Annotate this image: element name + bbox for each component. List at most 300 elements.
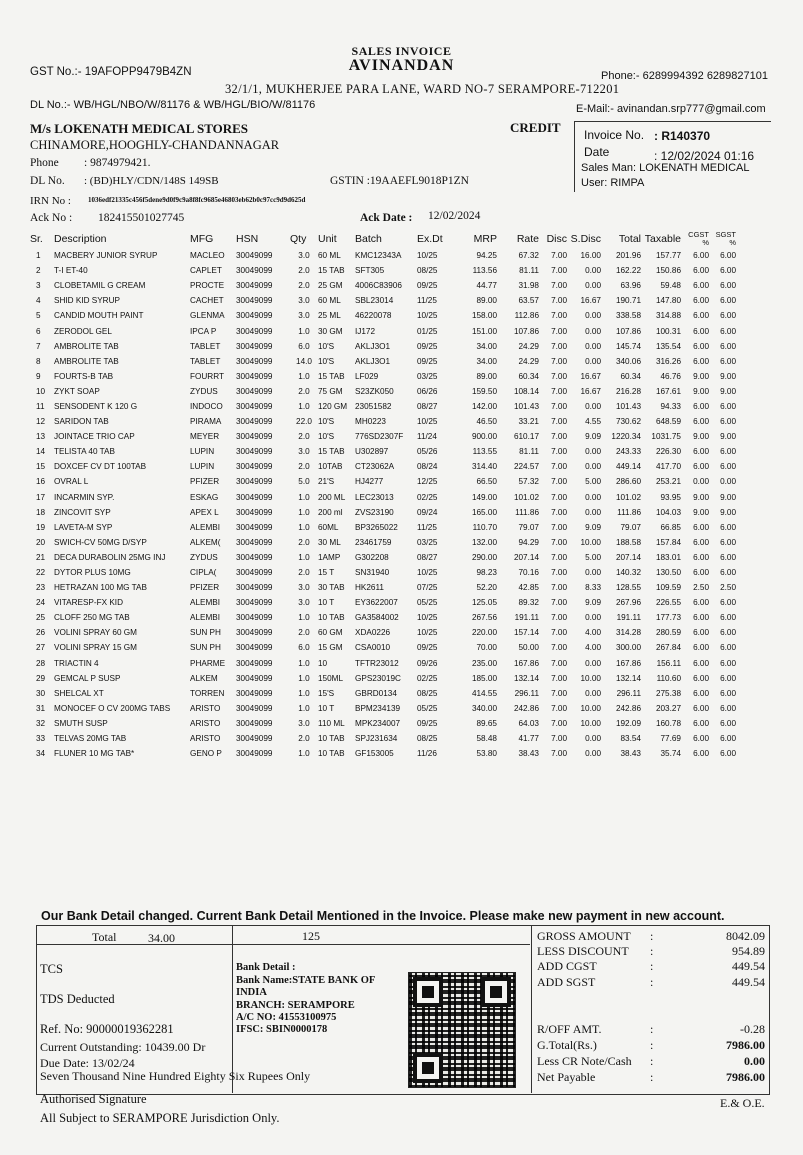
table-cell: 98.23 — [476, 568, 497, 578]
table-cell: ZVS23190 — [355, 507, 394, 517]
table-cell: 11/24 — [417, 432, 437, 442]
table-cell: 7.00 — [551, 522, 567, 532]
errors-omissions: E.& O.E. — [720, 1096, 765, 1110]
buyer-name: M/s LOKENATH MEDICAL STORES — [30, 121, 249, 136]
table-cell: 08/25 — [417, 688, 438, 698]
table-cell: 125.05 — [471, 598, 497, 608]
table-cell: 30049099 — [236, 371, 273, 381]
table-cell: TABLET — [190, 341, 221, 351]
table-cell: 02/25 — [417, 673, 438, 683]
table-cell: 23461759 — [355, 537, 392, 547]
table-cell: MACLEO — [190, 251, 225, 261]
table-cell: 38.43 — [518, 749, 539, 759]
table-cell: 6.00 — [720, 673, 736, 683]
table-cell: 314.88 — [655, 311, 681, 321]
table-cell: 147.80 — [655, 296, 681, 306]
qr-finder-icon — [413, 1053, 443, 1083]
table-row — [30, 731, 736, 746]
table-cell: 6.00 — [720, 281, 736, 291]
table-cell: LAVETA-M SYP — [54, 522, 113, 532]
ack-label: Ack No : — [30, 212, 73, 224]
table-cell: 9 — [36, 371, 41, 381]
table-cell: 66.85 — [660, 522, 681, 532]
table-cell: 5.00 — [585, 477, 601, 487]
buyer-phone-label: Phone — [30, 157, 59, 169]
table-cell: 75 GM — [318, 386, 343, 396]
table-cell: 15'S — [318, 688, 335, 698]
table-cell: 5 — [36, 311, 41, 321]
table-cell: 6.00 — [720, 703, 736, 713]
table-cell: 35.74 — [660, 749, 681, 759]
summary-colon: : — [650, 1038, 654, 1052]
table-cell: 1.0 — [298, 673, 310, 683]
table-cell: 243.33 — [615, 447, 641, 457]
table-cell: 10/25 — [417, 628, 438, 638]
table-cell: 296.11 — [616, 688, 641, 698]
buyer-phone: : 9874979421. — [84, 157, 151, 169]
table-cell: T-I ET-40 — [54, 266, 88, 276]
table-cell: 79.07 — [620, 522, 641, 532]
invoice-date-label: Date — [584, 145, 610, 159]
table-cell: 18 — [36, 507, 46, 517]
summary-colon: : — [650, 959, 654, 973]
table-cell: 6.00 — [693, 718, 709, 728]
table-row — [30, 369, 736, 384]
table-cell: 10.00 — [580, 703, 601, 713]
table-cell: 7.00 — [551, 477, 567, 487]
table-row — [30, 474, 736, 489]
table-cell: 7.00 — [551, 492, 567, 502]
table-cell: FOURRT — [190, 371, 224, 381]
table-row — [30, 505, 736, 520]
table-cell: AMBROLITE TAB — [54, 341, 119, 351]
table-row — [30, 399, 736, 414]
table-cell: 15 TAB — [318, 266, 345, 276]
table-cell: 30049099 — [236, 311, 273, 321]
table-cell: BP3265022 — [355, 522, 398, 532]
table-cell: 3.0 — [298, 251, 310, 261]
table-cell: 191.11 — [514, 613, 539, 623]
table-cell: 7.00 — [551, 296, 567, 306]
table-cell: 30049099 — [236, 673, 273, 683]
table-cell: 21'S — [318, 477, 335, 487]
table-cell: 316.26 — [655, 356, 681, 366]
col-header: Sr. — [30, 233, 43, 245]
table-cell: DOXCEF CV DT 100TAB — [54, 462, 147, 472]
table-cell: 17 — [36, 492, 46, 502]
table-cell: 6.00 — [720, 311, 736, 321]
table-cell: 242.86 — [615, 703, 641, 713]
table-cell: G302208 — [355, 552, 389, 562]
table-cell: ZERODOL GEL — [54, 326, 112, 336]
table-cell: 94.29 — [518, 537, 539, 547]
table-cell: 6 — [36, 326, 41, 336]
table-cell: 2.0 — [298, 386, 310, 396]
table-cell: INDOCO — [190, 401, 223, 411]
table-cell: 13 — [36, 432, 46, 442]
table-cell: 57.32 — [518, 477, 539, 487]
table-cell: 7.00 — [551, 628, 567, 638]
table-cell: 70.16 — [518, 568, 539, 578]
sales-man: Sales Man: LOKENATH MEDICAL — [581, 162, 750, 174]
table-cell: 11/25 — [417, 296, 437, 306]
table-cell: 286.60 — [615, 477, 641, 487]
table-cell: 30049099 — [236, 296, 273, 306]
reference-number: Ref. No: 90000019362281 — [40, 1022, 174, 1036]
table-row — [30, 550, 736, 565]
table-cell: 23051582 — [355, 401, 392, 411]
col-header: Batch — [355, 233, 382, 245]
table-cell: 50.00 — [518, 643, 539, 653]
table-cell: 0.00 — [585, 401, 601, 411]
table-cell: OVRAL L — [54, 477, 89, 487]
table-cell: SN31940 — [355, 568, 390, 578]
table-cell: 267.56 — [471, 613, 497, 623]
table-row — [30, 640, 736, 655]
shop-name: AVINANDAN — [348, 57, 455, 74]
table-cell: 8.33 — [585, 583, 601, 593]
table-cell: 216.28 — [615, 386, 641, 396]
col-header: Unit — [318, 233, 337, 245]
table-cell: 25 — [36, 613, 46, 623]
table-cell: 296.11 — [514, 688, 539, 698]
table-cell: 107.86 — [615, 326, 641, 336]
table-cell: 900.00 — [471, 432, 497, 442]
table-cell: 226.55 — [655, 598, 681, 608]
table-row — [30, 686, 736, 701]
table-cell: 414.55 — [471, 688, 497, 698]
table-cell: HJ4277 — [355, 477, 384, 487]
qr-finder-icon — [413, 977, 443, 1007]
table-cell: 41.77 — [518, 734, 539, 744]
summary-label: ADD CGST — [537, 959, 597, 973]
table-cell: CT23062A — [355, 462, 395, 472]
table-cell: 15 — [36, 462, 46, 472]
table-cell: 449.14 — [615, 462, 641, 472]
table-cell: 6.00 — [720, 356, 736, 366]
table-cell: 6.00 — [720, 326, 736, 336]
table-cell: ARISTO — [190, 703, 221, 713]
table-cell: 12 — [36, 417, 46, 427]
bank-branch: BRANCH: SERAMPORE — [236, 1000, 355, 1011]
table-cell: 6.0 — [298, 341, 310, 351]
table-cell: 03/25 — [417, 537, 438, 547]
table-cell: 3.0 — [298, 718, 310, 728]
table-cell: 52.20 — [476, 583, 497, 593]
table-cell: INCARMIN SYP. — [54, 492, 115, 502]
shop-address: 32/1/1, MUKHERJEE PARA LANE, WARD NO-7 SERAMPORE-712201 — [225, 82, 620, 96]
table-cell: 33 — [36, 734, 46, 744]
table-cell: 30049099 — [236, 583, 273, 593]
table-cell: 2.50 — [693, 583, 709, 593]
table-cell: 157.84 — [655, 537, 681, 547]
table-cell: 08/24 — [417, 462, 438, 472]
table-cell: VITARESP-FX KID — [54, 598, 123, 608]
table-cell: 7.00 — [551, 734, 567, 744]
table-cell: 200 ml — [318, 507, 343, 517]
table-header — [30, 230, 736, 248]
table-cell: 30049099 — [236, 568, 273, 578]
tds-label: TDS Deducted — [40, 992, 115, 1006]
table-cell: 89.00 — [476, 371, 497, 381]
table-cell: 30 TAB — [318, 583, 345, 593]
total-label: Total — [92, 930, 117, 944]
table-cell: 167.86 — [615, 658, 641, 668]
table-cell: MONOCEF O CV 200MG TABS — [54, 703, 171, 713]
table-cell: 267.84 — [655, 643, 681, 653]
table-cell: 6.00 — [693, 658, 709, 668]
table-cell: 6.00 — [720, 537, 736, 547]
table-cell: TFTR23012 — [355, 658, 399, 668]
ack-date-label: Ack Date : — [360, 212, 413, 224]
gst-number: GST No.:- 19AFOPP9479B4ZN — [30, 66, 192, 78]
table-cell: 340.00 — [471, 703, 497, 713]
table-cell: 30 GM — [318, 326, 343, 336]
table-cell: CSA0010 — [355, 643, 391, 653]
table-cell: 200 ML — [318, 492, 346, 502]
table-cell: 7.00 — [551, 311, 567, 321]
table-cell: 19 — [36, 522, 46, 532]
table-cell: JOINTACE TRIO CAP — [54, 432, 135, 442]
table-cell: 10 TAB — [318, 613, 345, 623]
table-cell: 6.00 — [720, 401, 736, 411]
items-table — [30, 230, 736, 761]
table-cell: 253.21 — [655, 477, 681, 487]
table-cell: 6.00 — [720, 734, 736, 744]
table-cell: 12/25 — [417, 477, 438, 487]
table-cell: LEC23013 — [355, 492, 394, 502]
table-cell: 7.00 — [551, 326, 567, 336]
bank-detail-label: Bank Detail : — [236, 962, 296, 973]
table-cell: 24.29 — [518, 341, 539, 351]
table-cell: 0.00 — [585, 734, 601, 744]
table-cell: 9.00 — [693, 371, 709, 381]
table-cell: 7.00 — [551, 462, 567, 472]
table-cell: 6.00 — [720, 628, 736, 638]
table-cell: 0.00 — [693, 477, 709, 487]
table-row — [30, 429, 736, 444]
table-cell: 6.00 — [720, 266, 736, 276]
table-cell: 20 — [36, 537, 46, 547]
col-header: HSN — [236, 233, 259, 245]
table-cell: 30049099 — [236, 281, 273, 291]
table-cell: 1AMP — [318, 552, 341, 562]
table-cell: 30049099 — [236, 643, 273, 653]
table-cell: CANDID MOUTH PAINT — [54, 311, 144, 321]
table-cell: 09/24 — [417, 507, 438, 517]
table-cell: 81.11 — [519, 266, 539, 276]
table-cell: 162.22 — [615, 266, 641, 276]
table-cell: 9.00 — [720, 492, 736, 502]
table-cell: LUPIN — [190, 447, 215, 457]
authorised-signature: Authorised Signature — [40, 1092, 147, 1106]
table-cell: 183.01 — [655, 552, 681, 562]
table-cell: 16 — [36, 477, 46, 487]
table-cell: 16.67 — [580, 371, 601, 381]
table-cell: 140.32 — [615, 568, 641, 578]
table-cell: 776SD2307F — [355, 432, 404, 442]
invoice-number: : R140370 — [654, 129, 711, 143]
table-cell: 135.54 — [655, 341, 681, 351]
table-cell: 4 — [36, 296, 41, 306]
summary-value: 449.54 — [732, 959, 765, 973]
table-row — [30, 278, 736, 293]
table-cell: PIRAMA — [190, 417, 222, 427]
table-cell: 3.0 — [298, 598, 310, 608]
table-cell: 145.74 — [615, 341, 641, 351]
table-cell: 6.00 — [693, 462, 709, 472]
invoice-date: : 12/02/2024 01:16 — [654, 149, 755, 163]
table-cell: 93.95 — [660, 492, 681, 502]
table-cell: 6.00 — [693, 326, 709, 336]
table-cell: GLENMA — [190, 311, 225, 321]
table-cell: 30049099 — [236, 477, 273, 487]
table-cell: 06/26 — [417, 386, 438, 396]
table-cell: 120 GM — [318, 401, 348, 411]
table-cell: 6.00 — [693, 341, 709, 351]
table-cell: 107.86 — [513, 326, 539, 336]
table-cell: 7.00 — [551, 718, 567, 728]
table-cell: 9.00 — [693, 492, 709, 502]
table-row — [30, 490, 736, 505]
col-header: Rate — [516, 233, 539, 245]
table-cell: 10'S — [318, 417, 335, 427]
table-cell: SMUTH SUSP — [54, 718, 108, 728]
table-cell: 3.0 — [298, 583, 310, 593]
table-cell: 09/25 — [417, 718, 438, 728]
table-cell: 207.14 — [513, 552, 539, 562]
table-row — [30, 580, 736, 595]
table-cell: 6.00 — [693, 598, 709, 608]
table-cell: 14 — [36, 447, 46, 457]
table-cell: 7.00 — [551, 266, 567, 276]
payment-mode: CREDIT — [510, 120, 561, 135]
summary-value: 7986.00 — [726, 1038, 765, 1052]
table-cell: 30049099 — [236, 251, 273, 261]
table-cell: 6.00 — [720, 251, 736, 261]
table-cell: 6.00 — [693, 296, 709, 306]
table-cell: MH0223 — [355, 417, 386, 427]
table-cell: 2.0 — [298, 734, 310, 744]
table-cell: 1.0 — [298, 371, 310, 381]
table-cell: 9.00 — [693, 432, 709, 442]
table-cell: 10'S — [318, 341, 335, 351]
table-row — [30, 520, 736, 535]
table-cell: AKLJ3O1 — [355, 356, 391, 366]
table-row — [30, 625, 736, 640]
table-cell: 15 GM — [318, 643, 343, 653]
table-cell: 26 — [36, 628, 46, 638]
table-cell: 6.00 — [720, 341, 736, 351]
table-cell: 30049099 — [236, 401, 273, 411]
table-cell: 30049099 — [236, 326, 273, 336]
table-cell: 417.70 — [655, 462, 681, 472]
table-cell: 6.00 — [693, 552, 709, 562]
table-cell: 44.77 — [476, 281, 497, 291]
table-cell: 34.00 — [476, 356, 497, 366]
table-cell: 3 — [36, 281, 41, 291]
table-row — [30, 323, 736, 338]
table-cell: 09/25 — [417, 643, 438, 653]
summary-colon: : — [650, 975, 654, 989]
summary-value: -0.28 — [740, 1022, 765, 1036]
table-cell: SFT305 — [355, 266, 385, 276]
col-header: Qty — [290, 233, 307, 245]
table-cell: 0.00 — [585, 311, 601, 321]
table-cell: 188.58 — [615, 537, 641, 547]
table-cell: ALKEM( — [190, 537, 221, 547]
table-cell: 0.00 — [585, 447, 601, 457]
table-cell: 15 T — [318, 568, 335, 578]
summary-value: 8042.09 — [726, 929, 765, 943]
table-cell: 30049099 — [236, 718, 273, 728]
table-cell: 6.00 — [720, 447, 736, 457]
table-row — [30, 746, 736, 761]
col-header: CGST % — [688, 230, 709, 247]
table-cell: 6.00 — [720, 296, 736, 306]
table-cell: 6.00 — [693, 251, 709, 261]
table-cell: CLOBETAMIL G CREAM — [54, 281, 146, 291]
table-cell: 30049099 — [236, 658, 273, 668]
summary-label: LESS DISCOUNT — [537, 944, 629, 958]
table-cell: 1.0 — [298, 401, 310, 411]
table-cell: 2.0 — [298, 432, 310, 442]
invoice-no-label: Invoice No. — [584, 128, 645, 142]
col-header: Disc — [546, 233, 567, 245]
table-row — [30, 459, 736, 474]
table-cell: 30049099 — [236, 703, 273, 713]
table-cell: 30049099 — [236, 522, 273, 532]
table-cell: 32 — [36, 718, 46, 728]
table-cell: 2.0 — [298, 281, 310, 291]
table-cell: ALEMBI — [190, 598, 221, 608]
table-cell: 30049099 — [236, 628, 273, 638]
table-cell: 0.00 — [585, 568, 601, 578]
table-cell: 05/25 — [417, 703, 438, 713]
table-cell: 59.48 — [660, 281, 681, 291]
table-cell: 4006C83906 — [355, 281, 402, 291]
table-cell: 25 GM — [318, 281, 343, 291]
table-cell: 177.73 — [655, 613, 681, 623]
table-cell: TABLET — [190, 356, 221, 366]
table-cell: 23 — [36, 583, 46, 593]
table-cell: 29 — [36, 673, 46, 683]
table-cell: 1.0 — [298, 552, 310, 562]
table-cell: EY3622007 — [355, 598, 398, 608]
summary-value: 954.89 — [732, 944, 765, 958]
invoice-title: SALES INVOICE — [351, 44, 452, 58]
table-cell: 31 — [36, 703, 46, 713]
table-cell: ALEMBI — [190, 522, 221, 532]
table-cell: 132.14 — [513, 673, 539, 683]
table-cell: S23ZK050 — [355, 386, 394, 396]
table-cell: 6.00 — [693, 356, 709, 366]
summary-colon: : — [650, 929, 654, 943]
table-cell: 0.00 — [585, 507, 601, 517]
table-cell: 6.00 — [693, 673, 709, 683]
table-cell: 185.00 — [471, 673, 497, 683]
table-cell: 08/25 — [417, 734, 438, 744]
table-cell: 7.00 — [551, 281, 567, 291]
table-cell: 220.00 — [471, 628, 497, 638]
table-cell: 9.00 — [720, 507, 736, 517]
table-cell: 314.28 — [615, 628, 641, 638]
summary-label: G.Total(Rs.) — [537, 1038, 597, 1052]
col-header: MFG — [190, 233, 214, 245]
table-cell: 7.00 — [551, 507, 567, 517]
table-cell: 3.0 — [298, 296, 310, 306]
table-cell: 2.0 — [298, 568, 310, 578]
